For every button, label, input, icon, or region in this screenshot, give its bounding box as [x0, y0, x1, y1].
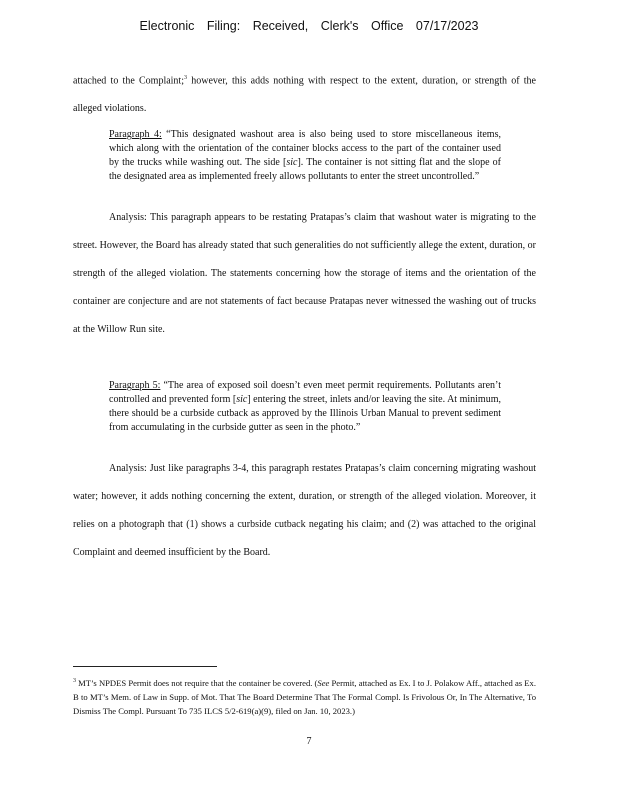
- footnote-3: [73, 674, 536, 718]
- paragraph-4-text-end: ]. The container is not sitting flat and the slope of the designated area as implemented freely allows pollutants to enter the street uncontrolled.”: [109, 157, 501, 182]
- paragraph-5-label: Paragraph 5:: [109, 380, 161, 391]
- footnote-text-start: MT’s NPDES Permit does not require that the container be covered. (: [76, 677, 318, 688]
- analysis-paragraph-5: Analysis: Just like paragraphs 3-4, this paragraph restates Pratapas’s claim concerning migrating washout water; however, it adds nothing concerning the extent, duration, or strength of the alleged violation. Moreover, it relies on a photograph that (1) shows a curbside cutback negating his claim; and (2) was attached to the original Complaint and deemed insufficient by the Board.: [73, 463, 536, 558]
- intro-text-start: attached to the Complaint;: [73, 75, 184, 87]
- paragraph-5-quote: [109, 379, 501, 435]
- paragraph-5-text-end: ] entering the street, inlets and/or leaving the site. At minimum, there should be a curbside cutback as approved by the Illinois Urban Manual to prevent sediment from accumulating in the curbside gutter as seen in the photo.”: [109, 394, 501, 433]
- paragraph-5-text-start: “The area of exposed soil doesn’t even meet permit requirements. Pollutants aren’t controlled and prevented form [: [109, 380, 501, 405]
- intro-text-end: however, this adds nothing with respect to the extent, duration, or strength of the alleged violations.: [73, 75, 536, 115]
- paragraph-4-text-start: “This designated washout area is also being used to store miscellaneous items, which along with the orientation of the container blocks access to the part of the container used by the trucks while washing out. The side [: [109, 129, 501, 168]
- footnote-divider: [73, 666, 217, 667]
- paragraph-4-quote: [109, 128, 501, 184]
- intro-paragraph: [73, 64, 536, 123]
- page-number: 7: [306, 736, 312, 747]
- paragraph-4-label: Paragraph 4:: [109, 129, 162, 140]
- sic-marker: sic: [236, 394, 248, 405]
- sic-marker: sic: [286, 157, 298, 168]
- analysis-paragraph-4: Analysis: This paragraph appears to be restating Pratapas’s claim that washout water is migrating to the street. However, the Board has already stated that such generalities do not sufficiently allege the extent, duration, or strength of the alleged violation. The statements concerning how the storage of items and the orientation of the container are conjecture and are not statements of fact because Pratapas never witnessed the washing out of trucks at the Willow Run site.: [73, 212, 536, 335]
- footnote-reference: 3: [184, 75, 187, 81]
- filing-header: Electronic Filing: Received, Clerk's Office 07/17/2023: [139, 19, 479, 33]
- footnote-signal: See: [317, 677, 330, 688]
- footnote-text-end: Permit, attached as Ex. I to J. Polakow Aff., attached as Ex. B to MT’s Mem. of Law in Supp. of Mot. That The Board Determine That The Formal Compl. Is Frivolous Or, In The Alternative, To Dismiss The Compl. Pursuant To 735 ILCS 5/2-619(a)(9), filed on Jan. 10, 2023.): [73, 677, 536, 716]
- footnote-mark: 3: [73, 678, 76, 684]
